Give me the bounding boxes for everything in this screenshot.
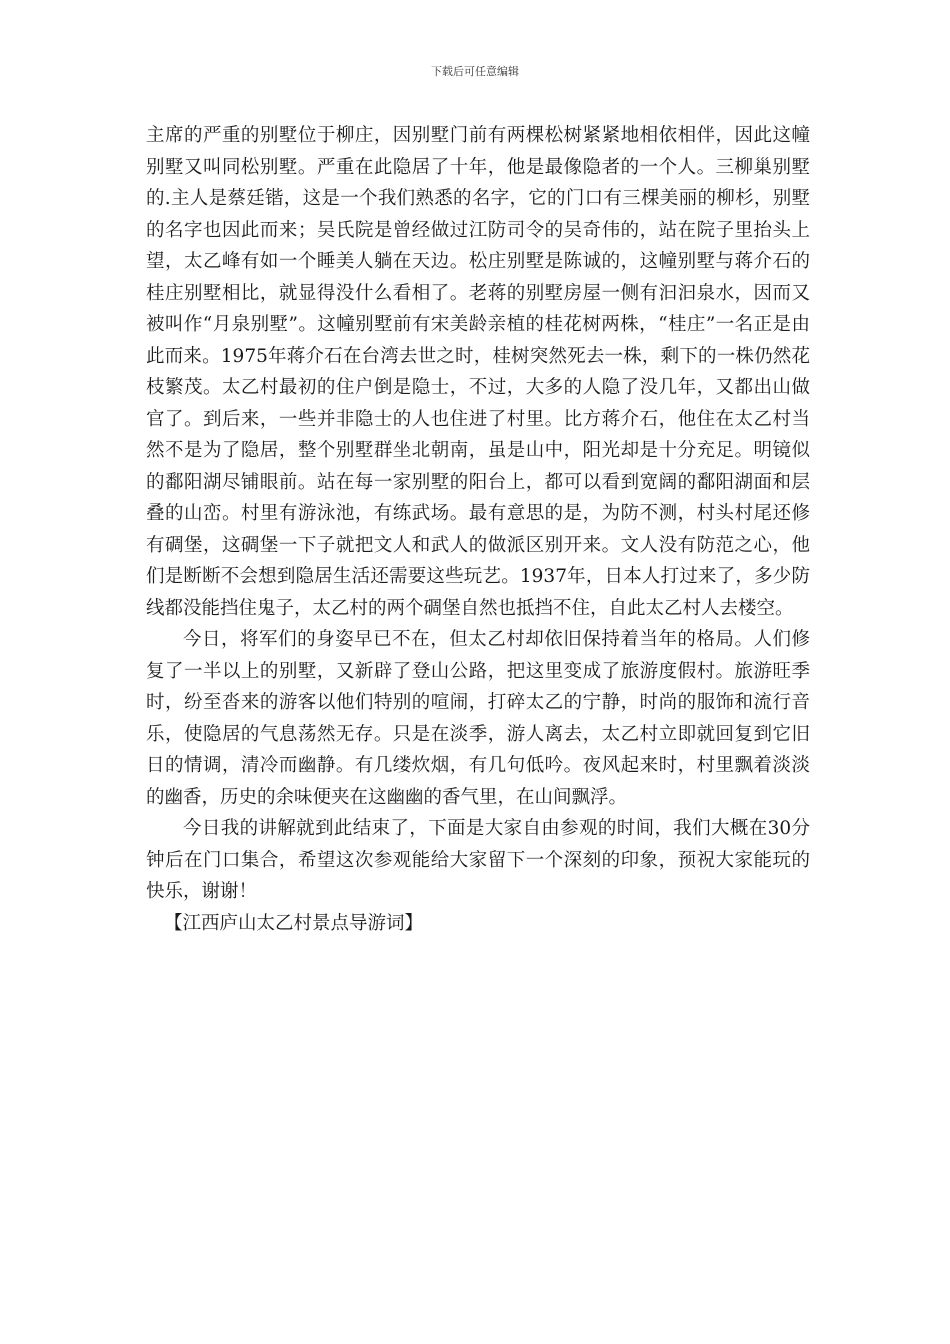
paragraph-villas: 主席的严重的别墅位于柳庄，因别墅门前有两棵松树紧紧地相依相伴，因此这幢别墅又叫同松别墅。严重在此隐居了十年，他是最像隐者的一个人。三柳巢别墅的.主人是蔡廷锴，这是一个我们熟悉的名字，它的门口有三棵美丽的柳杉，别墅的名字也因此而来；吴氏院是曾经做过江防司令的吴奇伟的，站在院子里抬头上望，太乙峰有如一个睡美人躺在天边。松庄别墅是陈诚的，这幢别墅与蒋介石的桂庄别墅相比，就显得没什么看相了。老蒋的别墅房屋一侧有汩汩泉水，因而又被叫作“月泉别墅”。这幢别墅前有宋美龄亲植的桂花树两株，“桂庄”一名正是由此而来。1975年蒋介石在台湾去世之时，桂树突然死去一株，剩下的一株仍然花枝繁茂。太乙村最初的住户倒是隐士，不过，大多的人隐了没几年，又都出山做官了。到后来，一些并非隐士的人也住进了村里。比方蒋介石，他住在太乙村当然不是为了隐居，整个别墅群坐北朝南，虽是山中，阳光却是十分充足。明镜似的鄱阳湖尽铺眼前。站在每一家别墅的阳台上，都可以看到宽阔的鄱阳湖面和层叠的山峦。村里有游泳池，有练武场。最有意思的是，为防不测，村头村尾还修有碉堡，这碉堡一下子就把文人和武人的做派区别开来。文人没有防范之心，他们是断断不会想到隐居生活还需要这些玩艺。1937年，日本人打过来了，多少防线都没能挡住鬼子，太乙村的两个碉堡自然也抵挡不住，自此太乙村人去楼空。 xyxy=(146,125,810,619)
page-header: 下载后可任意编辑 xyxy=(431,65,519,78)
document-caption: 【江西庐山太乙村景点导游词】 xyxy=(164,912,424,934)
paragraph-today: 今日，将军们的身姿早已不在，但太乙村却依旧保持着当年的格局。人们修复了一半以上的别墅，又新辟了登山公路，把这里变成了旅游度假村。旅游旺季时，纷至沓来的游客以他们特别的喧闹，打碎太乙的宁静，时尚的服饰和流行音乐，使隐居的气息荡然无存。只是在淡季，游人离去，太乙村立即就回复到它旧日的情调，清冷而幽静。有几缕炊烟，有几句低吟。夜风起来时，村里飘着淡淡的幽香，历史的余味便夹在这幽幽的香气里，在山间飘浮。 xyxy=(146,629,810,808)
paragraph-closing: 今日我的讲解就到此结束了，下面是大家自由参观的时间，我们大概在30分钟后在门口集合，希望这次参观能给大家留下一个深刻的印象，预祝大家能玩的快乐，谢谢！ xyxy=(146,818,810,902)
document-body xyxy=(146,120,810,939)
